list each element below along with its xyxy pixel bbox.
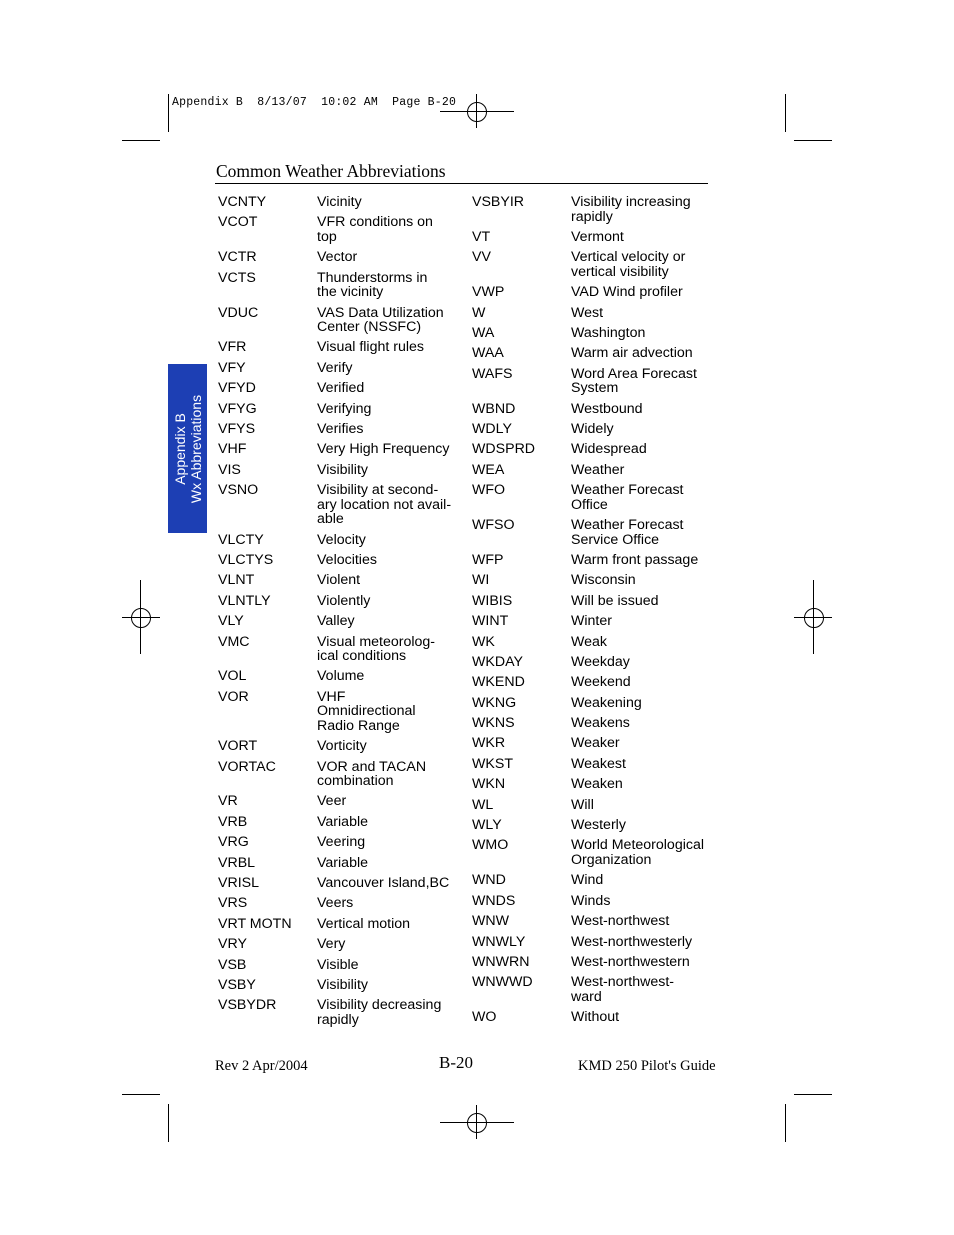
abbreviation-definition: Thunderstorms in the vicinity	[317, 269, 428, 301]
abbreviation-code: WK	[472, 633, 495, 650]
crop-mark	[168, 94, 169, 132]
abbreviation-code: WFP	[472, 551, 504, 568]
abbreviation-row	[472, 463, 721, 478]
abbreviation-definition: Verified	[317, 380, 365, 397]
abbreviation-definition: Weak	[571, 633, 608, 650]
abbreviation-code: VCTR	[218, 249, 257, 266]
abbreviation-code: VLCTYS	[218, 551, 274, 568]
abbreviation-definition: Verifying	[317, 400, 372, 417]
abbreviation-row	[218, 195, 467, 210]
abbreviation-definition: Variable	[317, 813, 368, 830]
abbreviation-code: WKEND	[472, 674, 525, 691]
abbreviation-definition: Weakens	[571, 715, 630, 732]
abbreviation-code: WFO	[472, 482, 506, 499]
abbreviation-code: WKST	[472, 755, 513, 772]
abbreviation-row	[218, 594, 467, 609]
abbreviation-code: WNWWD	[472, 974, 533, 991]
abbreviation-code: WLY	[472, 817, 502, 834]
side-tab-label	[172, 394, 204, 502]
abbreviation-code: VSBY	[218, 977, 256, 993]
abbreviation-definition: Weakest	[571, 755, 626, 772]
page-title: Common Weather Abbreviations	[216, 161, 446, 181]
abbreviation-definition: Vicinity	[317, 194, 362, 210]
abbreviation-definition: Velocity	[317, 531, 366, 548]
abbreviation-definition: Vertical motion	[317, 915, 411, 932]
footer-guide-title: KMD 250 Pilot's Guide	[578, 1058, 716, 1074]
abbreviation-definition: Veers	[317, 895, 354, 912]
abbreviation-code: VHF	[218, 441, 247, 458]
abbreviation-code: VSNO	[218, 482, 259, 499]
abbreviation-code: VOR	[218, 688, 249, 705]
abbreviation-row	[218, 361, 467, 376]
abbreviation-row	[472, 955, 721, 970]
abbreviation-row	[472, 346, 721, 361]
abbreviation-definition: Veering	[317, 834, 366, 851]
abbreviation-row	[218, 215, 467, 244]
abbreviation-code: WNWLY	[472, 933, 526, 950]
abbreviation-row	[472, 914, 721, 929]
abbreviation-code: VRY	[218, 936, 247, 953]
abbreviation-code: WI	[472, 572, 490, 589]
abbreviation-row	[218, 815, 467, 830]
abbreviation-definition: West-northwest- ward	[571, 974, 675, 1005]
abbreviation-row	[472, 716, 721, 731]
side-tab	[168, 364, 207, 533]
abbreviation-code: VFR	[218, 339, 247, 356]
abbreviation-definition: Verifies	[317, 421, 364, 438]
abbreviation-code: VSB	[218, 956, 247, 973]
abbreviation-row	[472, 442, 721, 457]
abbreviation-code: VIS	[218, 461, 241, 478]
abbreviation-code: VRISL	[218, 875, 260, 892]
abbreviation-code: WKNS	[472, 715, 515, 732]
abbreviation-row	[472, 518, 721, 547]
abbreviation-code: WO	[472, 1009, 497, 1026]
abbreviation-code: VSBYIR	[472, 194, 525, 210]
abbreviation-code: VT	[472, 228, 491, 245]
abbreviation-row	[472, 402, 721, 417]
abbreviation-row	[218, 614, 467, 629]
crop-mark	[122, 140, 160, 141]
abbreviation-row	[472, 306, 721, 321]
abbreviation-definition: Widely	[571, 421, 614, 438]
abbreviation-row	[218, 635, 467, 664]
abbreviation-code: WNDS	[472, 892, 516, 909]
abbreviation-row	[472, 1010, 721, 1025]
abbreviation-definition: Westbound	[571, 400, 643, 417]
abbreviation-definition: Will	[571, 796, 594, 813]
abbreviation-row	[472, 873, 721, 888]
abbreviation-definition: VFR conditions on top	[317, 214, 433, 245]
abbreviation-definition: Visible	[317, 956, 359, 973]
left-abbreviation-column	[218, 195, 467, 1033]
abbreviation-definition: Verify	[317, 359, 353, 376]
abbreviation-code: WDSPRD	[472, 441, 536, 458]
abbreviation-definition: Vermont	[571, 228, 624, 245]
abbreviation-code: WAA	[472, 345, 504, 362]
abbreviation-row	[218, 271, 467, 300]
abbreviation-definition: West-northwest	[571, 913, 670, 930]
abbreviation-definition: Visibility	[317, 977, 368, 993]
abbreviation-definition: Vertical velocity or vertical visibility	[571, 249, 686, 280]
abbreviation-row	[218, 896, 467, 911]
abbreviation-definition: Winds	[571, 892, 611, 909]
abbreviation-code: WKR	[472, 735, 506, 752]
abbreviation-definition: Visibility increasing rapidly	[571, 194, 691, 225]
abbreviation-definition: Violently	[317, 592, 371, 609]
abbreviation-row	[218, 835, 467, 850]
abbreviation-definition: Visibility	[317, 461, 368, 478]
abbreviation-row	[472, 635, 721, 650]
abbreviation-row	[218, 794, 467, 809]
abbreviation-definition: Valley	[317, 613, 355, 630]
abbreviation-code: WDLY	[472, 421, 512, 438]
abbreviation-row	[218, 958, 467, 973]
abbreviation-code: VR	[218, 793, 238, 810]
abbreviation-row	[218, 306, 467, 335]
crop-mark	[785, 94, 786, 132]
abbreviation-definition: Weaken	[571, 776, 623, 793]
abbreviation-definition: Vector	[317, 249, 358, 266]
abbreviation-row	[218, 250, 467, 265]
abbreviation-code: WEA	[472, 461, 505, 478]
abbreviation-code: VFYG	[218, 400, 257, 417]
abbreviation-row	[472, 573, 721, 588]
abbreviation-code: WND	[472, 872, 506, 889]
print-slug: Appendix B 8/13/07 10:02 AM Page B-20	[172, 96, 457, 109]
abbreviation-definition: Visual flight rules	[317, 339, 424, 356]
abbreviation-code: VDUC	[218, 304, 259, 321]
title-rule	[215, 183, 708, 184]
abbreviation-row	[218, 876, 467, 891]
abbreviation-code: VRBL	[218, 854, 256, 871]
abbreviation-code: VLNTLY	[218, 592, 271, 609]
abbreviation-definition: Weekend	[571, 674, 631, 691]
abbreviation-definition: Velocities	[317, 551, 377, 568]
abbreviation-row	[472, 195, 721, 224]
side-tab-line1: Appendix B	[171, 412, 188, 485]
abbreviation-code: VLNT	[218, 572, 255, 589]
abbreviation-row	[472, 483, 721, 512]
abbreviation-code: WNWRN	[472, 953, 530, 970]
abbreviation-code: W	[472, 304, 486, 321]
abbreviation-row	[218, 917, 467, 932]
crop-mark	[168, 1104, 169, 1142]
abbreviation-row	[218, 937, 467, 952]
abbreviation-code: WINT	[472, 613, 509, 630]
abbreviation-row	[218, 402, 467, 417]
abbreviation-definition: VOR and TACAN combination	[317, 758, 427, 790]
abbreviation-code: WMO	[472, 837, 509, 854]
abbreviation-definition: West-northwestern	[571, 953, 690, 970]
abbreviation-definition: VHF Omnidirectional Radio Range	[317, 688, 416, 734]
abbreviation-definition: Westerly	[571, 817, 626, 834]
abbreviation-definition: Wind	[571, 872, 604, 889]
abbreviation-definition: Warm air advection	[571, 345, 693, 362]
abbreviation-row	[218, 998, 467, 1027]
abbreviation-row	[472, 736, 721, 751]
abbreviation-definition: Vorticity	[317, 738, 367, 755]
right-abbreviation-column	[472, 195, 721, 1031]
abbreviation-definition: VAD Wind profiler	[571, 284, 683, 301]
abbreviation-code: WL	[472, 796, 494, 813]
abbreviation-row	[472, 367, 721, 396]
abbreviation-code: VLCTY	[218, 531, 264, 548]
abbreviation-code: WKN	[472, 776, 506, 793]
abbreviation-row	[218, 669, 467, 684]
abbreviation-definition: Weakening	[571, 694, 642, 711]
abbreviation-code: VRT MOTN	[218, 915, 292, 932]
abbreviation-code: VFY	[218, 359, 246, 376]
footer-revision: Rev 2 Apr/2004	[215, 1058, 308, 1074]
abbreviation-definition: Winter	[571, 613, 612, 630]
abbreviation-row	[472, 894, 721, 909]
abbreviation-code: VLY	[218, 613, 244, 630]
abbreviation-definition: Weekday	[571, 653, 630, 670]
abbreviation-code: VRS	[218, 895, 248, 912]
abbreviation-row	[218, 483, 467, 527]
abbreviation-code: WFSO	[472, 517, 515, 534]
abbreviation-row	[218, 856, 467, 871]
abbreviation-definition: Washington	[571, 324, 646, 341]
abbreviation-code: VRG	[218, 834, 249, 851]
abbreviation-row	[218, 533, 467, 548]
abbreviation-row	[472, 777, 721, 792]
abbreviation-code: WAFS	[472, 365, 513, 382]
crop-mark	[122, 1094, 160, 1095]
abbreviation-definition: Very	[317, 936, 346, 953]
abbreviation-row	[472, 655, 721, 670]
abbreviation-definition: VAS Data Utilization Center (NSSFC)	[317, 304, 444, 336]
abbreviation-definition: Visibility decreasing rapidly	[317, 997, 442, 1028]
abbreviation-row	[218, 573, 467, 588]
abbreviation-code: WBND	[472, 400, 516, 417]
abbreviation-definition: Visual meteorolog- ical conditions	[317, 633, 436, 665]
abbreviation-definition: Warm front passage	[571, 551, 699, 568]
abbreviation-row	[472, 798, 721, 813]
abbreviation-code: VMC	[218, 633, 250, 650]
abbreviation-definition: West-northwesterly	[571, 933, 693, 950]
side-tab-line2: Wx Abbreviations	[187, 394, 204, 503]
abbreviation-row	[218, 381, 467, 396]
abbreviation-definition: Vancouver Island,BC	[317, 875, 450, 892]
abbreviation-code: WKDAY	[472, 653, 523, 670]
abbreviation-definition: Weaker	[571, 735, 620, 752]
crop-mark	[794, 1094, 832, 1095]
abbreviation-code: VV	[472, 249, 491, 266]
abbreviation-definition: World Meteorological Organization	[571, 837, 705, 868]
abbreviation-code: WKNG	[472, 694, 517, 711]
abbreviation-row	[472, 818, 721, 833]
abbreviation-row	[218, 760, 467, 789]
crop-mark	[785, 1104, 786, 1142]
abbreviation-row	[472, 614, 721, 629]
crop-mark	[794, 140, 832, 141]
abbreviation-row	[472, 975, 721, 1004]
abbreviation-row	[218, 463, 467, 478]
abbreviation-row	[218, 422, 467, 437]
abbreviation-code: WIBIS	[472, 592, 513, 609]
abbreviation-definition: Visibility at second- ary location not avail- able	[317, 482, 452, 528]
abbreviation-row	[472, 675, 721, 690]
abbreviation-row	[218, 978, 467, 993]
abbreviation-definition: Weather Forecast Office	[571, 482, 684, 513]
abbreviation-definition: Word Area Forecast System	[571, 365, 697, 397]
abbreviation-definition: Weather Forecast Service Office	[571, 517, 684, 548]
abbreviation-definition: Without	[571, 1009, 620, 1026]
abbreviation-row	[472, 838, 721, 867]
abbreviation-row	[472, 250, 721, 279]
abbreviation-row	[472, 230, 721, 245]
abbreviation-definition: Weather	[571, 461, 625, 478]
abbreviation-code: WA	[472, 324, 495, 341]
abbreviation-row	[472, 422, 721, 437]
abbreviation-definition: Will be issued	[571, 592, 659, 609]
abbreviation-row	[218, 340, 467, 355]
abbreviation-definition: Widespread	[571, 441, 647, 458]
abbreviation-definition: Veer	[317, 793, 347, 810]
abbreviation-row	[218, 553, 467, 568]
abbreviation-code: VOL	[218, 668, 247, 685]
abbreviation-row	[472, 553, 721, 568]
abbreviation-code: VORT	[218, 738, 258, 755]
abbreviation-code: VRB	[218, 813, 248, 830]
abbreviation-code: VSBYDR	[218, 997, 277, 1014]
abbreviation-row	[472, 594, 721, 609]
abbreviation-row	[472, 326, 721, 341]
abbreviation-code: VCTS	[218, 269, 256, 286]
abbreviation-row	[472, 285, 721, 300]
abbreviation-definition: Violent	[317, 572, 361, 589]
abbreviation-definition: Wisconsin	[571, 572, 636, 589]
abbreviation-row	[218, 690, 467, 734]
abbreviation-row	[218, 442, 467, 457]
abbreviation-definition: Volume	[317, 668, 365, 685]
abbreviation-row	[472, 696, 721, 711]
abbreviation-row	[472, 757, 721, 772]
abbreviation-definition: Variable	[317, 854, 368, 871]
abbreviation-row	[218, 739, 467, 754]
abbreviation-code: WNW	[472, 913, 510, 930]
abbreviation-definition: West	[571, 304, 604, 321]
abbreviation-definition: Very High Frequency	[317, 441, 450, 458]
abbreviation-code: VFYS	[218, 421, 256, 438]
abbreviation-code: VCOT	[218, 214, 258, 231]
footer-page-number: B-20	[439, 1053, 473, 1072]
abbreviation-code: VORTAC	[218, 758, 276, 775]
abbreviation-code: VFYD	[218, 380, 256, 397]
abbreviation-row	[472, 935, 721, 950]
abbreviation-code: VCNTY	[218, 194, 267, 210]
abbreviation-code: VWP	[472, 284, 505, 301]
